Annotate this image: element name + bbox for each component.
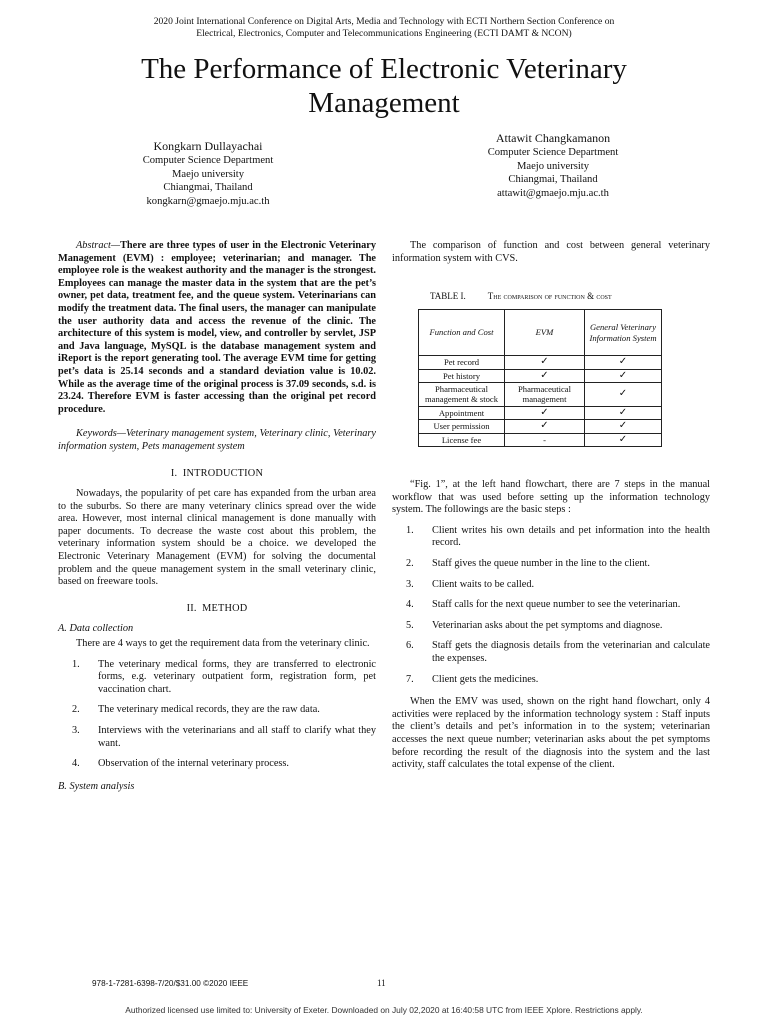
table-title: The comparison of function & cost	[487, 291, 612, 302]
list-item-number: 2.	[406, 558, 414, 569]
list-item	[58, 704, 376, 717]
list-item	[392, 674, 710, 687]
list-item-number: 5.	[406, 619, 414, 631]
table-caption	[392, 291, 710, 302]
section-initial: I	[182, 467, 187, 479]
list-item-number: 3.	[406, 578, 414, 590]
author-block-1	[96, 139, 320, 208]
paper-title	[40, 52, 728, 120]
list-item-text: Staff gives the queue number in the line to the client.	[432, 558, 650, 569]
right-column	[392, 240, 710, 772]
section-heading-method	[58, 603, 376, 616]
table-row	[419, 406, 662, 419]
table-header-cell: Function and Cost	[419, 310, 505, 356]
author-university: Maejo university	[516, 160, 590, 172]
author-university: Maejo university	[171, 168, 245, 180]
table-cell-evm: ✓	[505, 369, 585, 382]
section-rest: ETHOD	[211, 602, 248, 614]
table-cell-general: ✓	[585, 420, 662, 433]
list-item-text: The veterinary medical forms, they are transferred to electronic forms, e.g. veterinary outpatient form, registration form, pet vaccination chart.	[98, 658, 376, 695]
list-item	[392, 640, 710, 665]
list-item	[392, 525, 710, 550]
list-item	[58, 758, 376, 771]
list-item	[58, 725, 376, 750]
list-item-number: 4.	[406, 599, 414, 611]
data-collection-list	[58, 659, 376, 771]
author-city: Chiangmai, Thailand	[163, 182, 253, 194]
license-notice: Authorized licensed use limited to: University of Exeter. Downloaded on July 02,2020 at 16:40:58 UTC from IEEE Xplore. Restrictions apply.	[125, 1005, 643, 1015]
author-block-2	[441, 131, 665, 200]
table-cell-general: ✓	[585, 406, 662, 419]
introduction-paragraph: Nowadays, the popularity of pet care has expanded from the urban area to the suburbs. So there are many veterinary clinics spread over the wide area. However, most internal clinical management is done manually with paper documents. To decrease the waste cost about this problem, the veterinary information system should be a choice. we developed the Electronic Veterinary Management (EVM) for solving the documental problem and the queue management system in the small veterinary clinic, based on freeware tools.	[58, 488, 376, 588]
list-item-number: 1.	[406, 524, 414, 536]
author-name: Attawit Changkamanon	[495, 131, 611, 145]
table-cell-general: ✓	[585, 383, 662, 407]
table-header-cell: General Veterinary Information System	[585, 310, 662, 356]
list-item-text: The veterinary medical records, they are the raw data.	[98, 704, 320, 716]
table-row	[419, 420, 662, 433]
list-item	[392, 599, 710, 612]
list-item	[58, 659, 376, 697]
list-item-text: Client waits to be called.	[432, 578, 535, 590]
table-cell-function: Appointment	[419, 406, 505, 419]
table-cell-evm: Pharmaceutical management	[505, 383, 585, 407]
conference-header	[60, 16, 708, 40]
conference-line-1: 2020 Joint International Conference on Digital Arts, Media and Technology with ECTI Northern Section Conference on	[153, 16, 615, 27]
section-heading-introduction	[58, 468, 376, 481]
list-item-number: 2.	[72, 704, 80, 716]
table-cell-function: Pet history	[419, 369, 505, 382]
table-header-row	[419, 310, 662, 356]
page-number: 11	[377, 978, 386, 988]
table-cell-general: ✓	[585, 433, 662, 446]
section-number: I.	[170, 467, 178, 479]
table-cell-evm: ✓	[505, 356, 585, 369]
table-cell-general: ✓	[585, 356, 662, 369]
list-item	[392, 579, 710, 592]
table-cell-function: License fee	[419, 433, 505, 446]
list-item-text: Client gets the medicines.	[432, 673, 539, 685]
left-column	[58, 240, 376, 795]
list-item-number: 3.	[72, 725, 80, 736]
author-city: Chiangmai, Thailand	[508, 174, 598, 186]
abstract-lead: Abstract—	[76, 240, 121, 251]
author-department: Computer Science Department	[142, 155, 274, 166]
footer-isbn: 978-1-7281-6398-7/20/$31.00 ©2020 IEEE	[92, 979, 249, 988]
author-email: attawit@gmaejo.mju.ac.th	[497, 187, 609, 199]
list-item-number: 4.	[72, 758, 80, 770]
table-cell-function: User permission	[419, 420, 505, 433]
keywords: Keywords—Veterinary management system, Veterinary clinic, Veterinary information system, Pets management system	[58, 428, 376, 452]
table-cell-function: Pharmaceutical management & stock	[419, 383, 505, 407]
title-line-2: Management	[308, 87, 460, 119]
list-item-number: 1.	[72, 658, 80, 670]
list-item-text: Client writes his own details and pet information into the health record.	[432, 524, 710, 549]
figure-paragraph: “Fig. 1”, at the left hand flowchart, there are 7 steps in the manual workflow that was used before setting up the information technology system. The followings are the basic steps :	[392, 479, 710, 516]
list-item-text: Staff calls for the next queue number to see the veterinarian.	[432, 599, 681, 611]
subsection-data-collection: A. Data collection	[58, 623, 134, 635]
comparison-table	[418, 309, 662, 447]
table-row	[419, 383, 662, 407]
table-row	[419, 369, 662, 382]
list-item	[392, 620, 710, 633]
table-cell-evm: ✓	[505, 406, 585, 419]
section-number: II.	[186, 602, 197, 614]
list-item-text: Veterinarian asks about the pet symptoms and diagnose.	[432, 619, 663, 631]
section-initial: M	[202, 602, 212, 614]
table-row	[419, 356, 662, 369]
table-cell-general: ✓	[585, 369, 662, 382]
table-cell-function: Pet record	[419, 356, 505, 369]
abstract	[58, 240, 376, 416]
conference-line-2: Electrical, Electronics, Computer and Telecommunications Engineering (ECTI DAMT & NCON)	[196, 28, 572, 39]
list-item	[392, 558, 710, 571]
list-item-number: 7.	[406, 673, 414, 685]
table-cell-evm: -	[505, 433, 585, 446]
workflow-steps-list	[392, 525, 710, 686]
table-cell-evm: ✓	[505, 420, 585, 433]
section-rest: NTRODUCTION	[186, 467, 264, 479]
emv-paragraph: When the EMV was used, shown on the right hand flowchart, only 4 activities were replaced by the information technology system : Staff inputs the client’s details and pet’s information in to the system; veterinarian accesses the next queue number; veterinarian asks about the pet symptoms before recording the result of the diagnosis into the system and the last activity, staff calculates the total expense of the client.	[392, 696, 710, 771]
list-item-text: Staff gets the diagnosis details from the veterinarian and calculate the expenses.	[432, 640, 710, 664]
table-row	[419, 433, 662, 446]
list-item-text: Interviews with the veterinarians and all staff to clarify what they want.	[98, 725, 376, 749]
comparison-paragraph: The comparison of function and cost between general veterinary information system with CVS.	[392, 240, 710, 264]
subsection-system-analysis: B. System analysis	[58, 780, 135, 792]
author-department: Computer Science Department	[487, 147, 619, 158]
author-name: Kongkarn Dullayachai	[153, 139, 263, 153]
list-item-text: Observation of the internal veterinary process.	[98, 758, 289, 770]
title-line-1: The Performance of Electronic Veterinary	[141, 53, 627, 85]
list-item-number: 6.	[406, 640, 414, 652]
table-label: TABLE I.	[430, 291, 466, 302]
table-header-cell: EVM	[505, 310, 585, 356]
data-collection-paragraph: There are 4 ways to get the requirement data from the veterinary clinic.	[76, 638, 370, 650]
abstract-body: There are three types of user in the Electronic Veterinary Management (EVM) : employee; veterinarian; and manager. The employee role is the weakest authority and the manager is the strongest. Employees can manage the master data in the system that are the pet’s owner, pet data, treatment fee, and the queue system. Veterinarians can modify the treatment data. The final users, the manager can manipulate the user authority data and access the revenue of the clinic. The architecture of this system is model, view, and controller by servlet, JSP and Java language, MySQL is the database management system and iReport is the report generating tool. The average EVM time for getting pet’s data is 25.14 seconds and a standard deviation value is 10.02. While as the average time of the original process is 37.09 seconds, s.d. is 23.24. Therefore EVM is faster accessing than the original pet record procedure.	[58, 240, 376, 415]
author-email: kongkarn@gmaejo.mju.ac.th	[146, 195, 270, 207]
